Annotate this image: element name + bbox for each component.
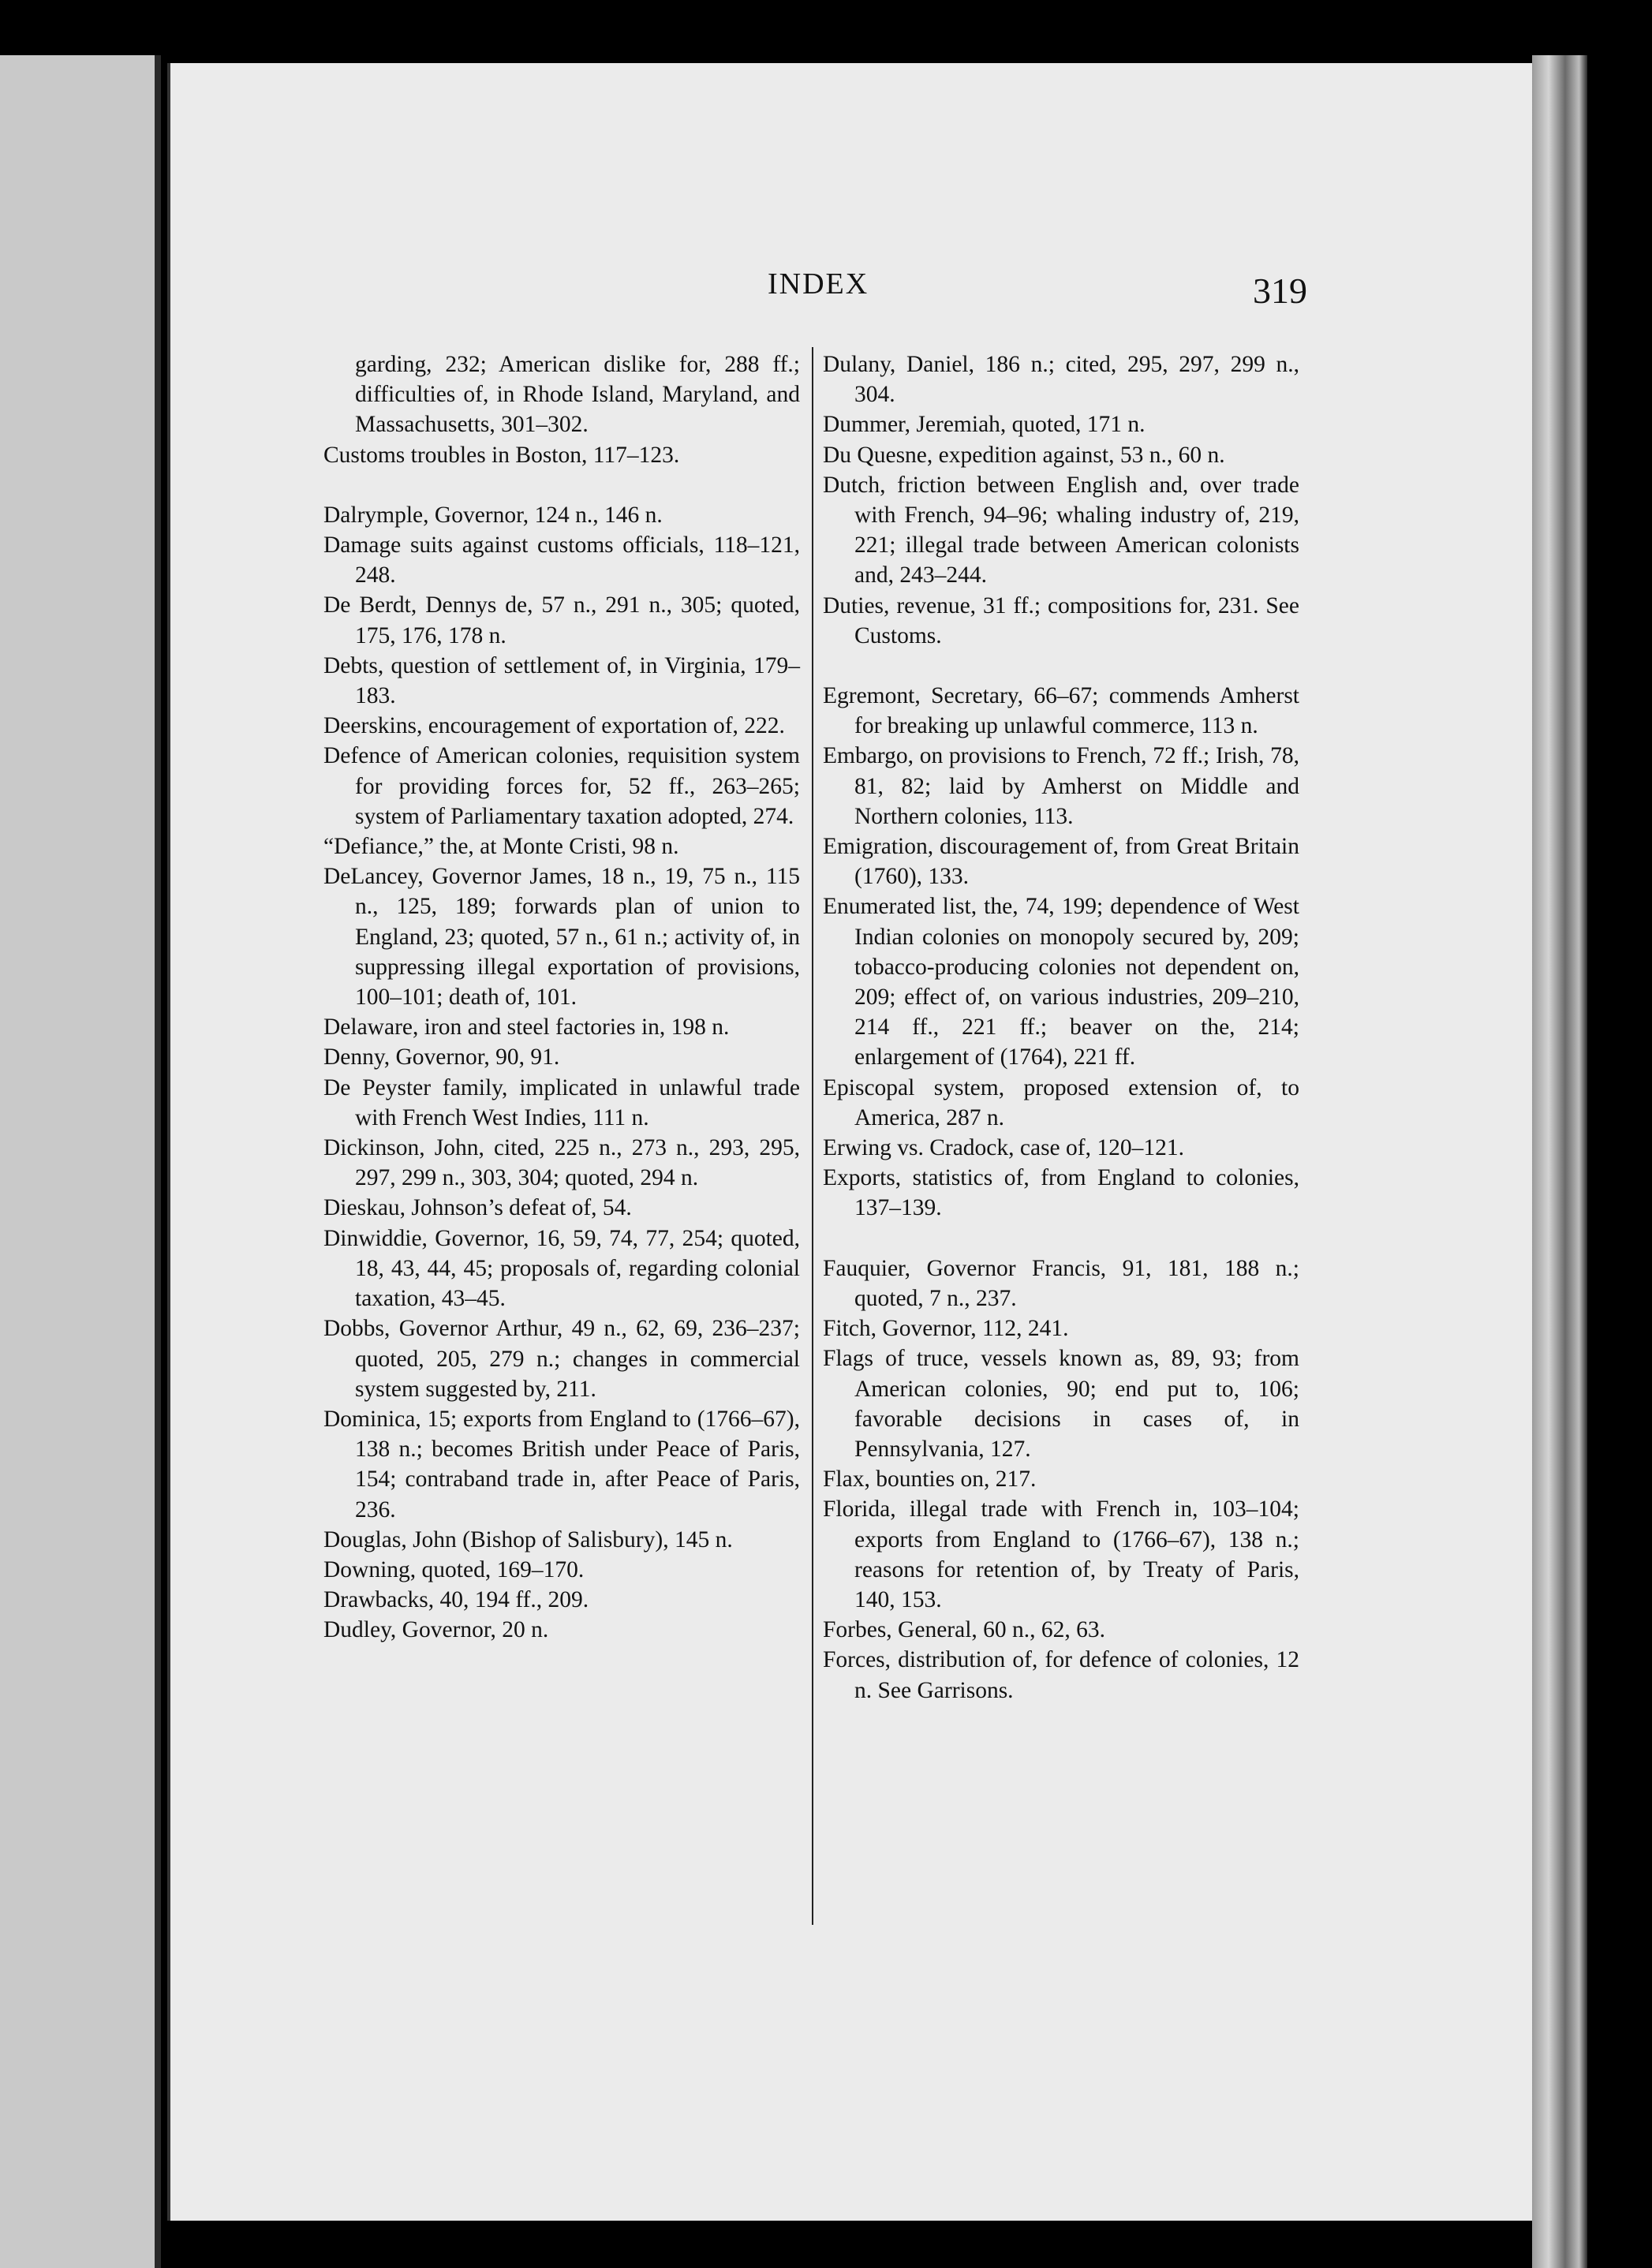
- index-entry: Embargo, on provisions to French, 72 ff.; Irish, 78, 81, 82; laid by Amherst on Middle and Northern colonies, 113.: [823, 743, 1299, 829]
- index-entry: Du Quesne, expedition against, 53 n., 60 n.: [823, 442, 1225, 468]
- index-entry: garding, 232; American dislike for, 288 ff.; difficulties of, in Rhode Island, Maryland, and Massachusetts, 301–302.: [355, 352, 800, 438]
- index-entry: “Defiance,” the, at Monte Cristi, 98 n.: [323, 834, 679, 860]
- index-entry: Dieskau, Johnson’s defeat of, 54.: [323, 1195, 632, 1221]
- index-entry: De Peyster family, implicated in unlawful trade with French West Indies, 111 n.: [323, 1074, 800, 1130]
- index-entry: Dalrymple, Governor, 124 n., 146 n.: [323, 502, 663, 528]
- index-entry: Enumerated list, the, 74, 199; dependence of West Indian colonies on monopoly secured by, 209; tobacco-producing colonies not dependent on, 209; effect of, on various industries, 209–210, 214 ff., 221 ff.; beaver on the, 214; enlargement of (1764), 221 ff.: [823, 894, 1299, 1070]
- section-gap: [323, 470, 800, 500]
- index-entry: Dudley, Governor, 20 n.: [323, 1617, 549, 1643]
- section-gap: [823, 651, 1299, 681]
- index-entry: Drawbacks, 40, 194 ff., 209.: [323, 1587, 589, 1613]
- index-entry: Defence of American colonies, requisition system for providing forces for, 52 ff., 263–265; system of Parliamentary taxation adopted, 274.: [323, 743, 800, 829]
- index-entry: Fitch, Governor, 112, 241.: [823, 1316, 1069, 1342]
- index-entry: Debts, question of settlement of, in Virginia, 179–183.: [323, 652, 800, 709]
- index-entry: Customs troubles in Boston, 117–123.: [323, 442, 680, 468]
- index-entry: Egremont, Secretary, 66–67; commends Amherst for breaking up unlawful commerce, 113 n.: [823, 683, 1299, 739]
- index-entry: Deerskins, encouragement of exportation of, 222.: [323, 713, 785, 739]
- index-entry: Duties, revenue, 31 ff.; compositions for, 231. See Customs.: [823, 592, 1299, 648]
- index-entry: Forces, distribution of, for defence of colonies, 12 n. See Garrisons.: [823, 1647, 1299, 1703]
- index-entry: Florida, illegal trade with French in, 103–104; exports from England to (1766–67), 138 n.; reasons for retention of, by Treaty of Paris, 140, 153.: [823, 1496, 1299, 1612]
- index-entry: De Berdt, Dennys de, 57 n., 291 n., 305; quoted, 175, 176, 178 n.: [323, 592, 800, 648]
- index-entry: Damage suits against customs officials, 118–121, 248.: [323, 532, 800, 588]
- index-entry: Delaware, iron and steel factories in, 198 n.: [323, 1014, 730, 1041]
- page-number: 319: [1253, 271, 1307, 311]
- index-entry: Episcopal system, proposed extension of, to America, 287 n.: [823, 1074, 1299, 1130]
- section-gap: [823, 1224, 1299, 1254]
- running-head: INDEX: [768, 267, 869, 301]
- index-entry: Dutch, friction between English and, over trade with French, 94–96; whaling industry of, 219, 221; illegal trade between American colonists and, 243–244.: [823, 472, 1299, 588]
- left-page-strip: [0, 55, 158, 2268]
- column-divider: [812, 347, 813, 1925]
- index-entry: Flax, bounties on, 217.: [823, 1467, 1037, 1493]
- index-entry: Dummer, Jeremiah, quoted, 171 n.: [823, 412, 1146, 438]
- index-entry: Douglas, John (Bishop of Salisbury), 145 n.: [323, 1526, 733, 1552]
- index-entry: Downing, quoted, 169–170.: [323, 1556, 585, 1582]
- index-entry: Dulany, Daniel, 186 n.; cited, 295, 297, 299 n., 304.: [823, 352, 1299, 408]
- index-entry: Dickinson, John, cited, 225 n., 273 n., 293, 295, 297, 299 n., 303, 304; quoted, 294 n.: [323, 1135, 800, 1191]
- index-entry: Forbes, General, 60 n., 62, 63.: [823, 1617, 1106, 1643]
- index-entry: DeLancey, Governor James, 18 n., 19, 75 n., 115 n., 125, 189; forwards plan of union to England, 23; quoted, 57 n., 61 n.; activity of, in suppressing illegal exportation of provisions, 100–101; death of, 101.: [323, 864, 800, 1011]
- index-entry: Exports, statistics of, from England to colonies, 137–139.: [823, 1165, 1299, 1221]
- page-stack-edge: [1532, 55, 1587, 2268]
- index-entry: Fauquier, Governor Francis, 91, 181, 188 n.; quoted, 7 n., 237.: [823, 1255, 1299, 1311]
- left-page-edge: [155, 55, 161, 2268]
- index-entry: Emigration, discouragement of, from Great Britain (1760), 133.: [823, 834, 1299, 890]
- index-entry: Erwing vs. Cradock, case of, 120–121.: [823, 1135, 1184, 1161]
- index-entry: Flags of truce, vessels known as, 89, 93; from American colonies, 90; end put to, 106; favorable decisions in cases of, in Pennsylvania, 127.: [823, 1346, 1299, 1462]
- index-column-right: [823, 349, 1299, 1706]
- index-entry: Denny, Governor, 90, 91.: [323, 1044, 560, 1070]
- index-entry: Dinwiddie, Governor, 16, 59, 74, 77, 254; quoted, 18, 43, 44, 45; proposals of, regarding colonial taxation, 43–45.: [323, 1225, 800, 1312]
- index-entry: Dominica, 15; exports from England to (1766–67), 138 n.; becomes British under Peace of Paris, 154; contraband trade in, after Peace of Paris, 236.: [323, 1406, 800, 1523]
- index-entry: Dobbs, Governor Arthur, 49 n., 62, 69, 236–237; quoted, 205, 279 n.; changes in commercial system suggested by, 211.: [323, 1316, 800, 1402]
- index-column-left: [323, 349, 800, 1646]
